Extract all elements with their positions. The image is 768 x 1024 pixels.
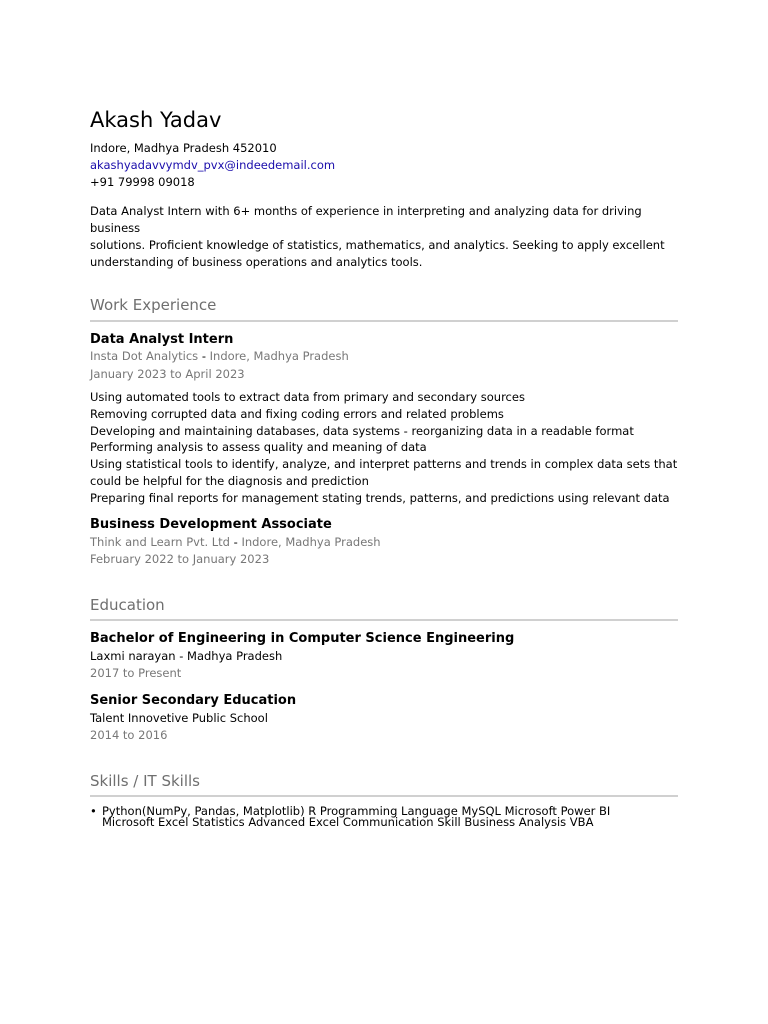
job-duties-list: [90, 389, 678, 507]
section-title-education: Education: [90, 596, 165, 614]
education-dates: 2014 to 2016: [90, 728, 168, 742]
list-item: Using automated tools to extract data from primary and secondary sources: [90, 390, 525, 404]
location-text: Indore, Madhya Pradesh 452010: [90, 141, 277, 155]
list-item: Developing and maintaining databases, data systems - reorganizing data in a readable format: [90, 423, 634, 438]
candidate-name: Akash Yadav: [90, 108, 222, 132]
list-item: Using statistical tools to identify, analyze, and interpret patterns and trends in complex data sets that could be helpful for the diagnosis and prediction: [90, 457, 678, 488]
education-school: Talent Innovetive Public School: [90, 711, 268, 725]
job-location: Indore, Madhya Pradesh: [209, 349, 349, 363]
summary-line: Data Analyst Intern with 6+ months of experience in interpreting and analyzing data for driving business: [90, 204, 642, 235]
separator: -: [198, 349, 210, 363]
skills-line: Python(NumPy, Pandas, Matplotlib) R Programming Language MySQL Microsoft Power BI: [102, 804, 611, 818]
list-item: Preparing final reports for management stating trends, patterns, and predictions using relevant data: [90, 490, 670, 505]
summary-paragraph: [90, 203, 670, 271]
job-company: Insta Dot Analytics: [90, 349, 199, 363]
education-school: Laxmi narayan - Madhya Pradesh: [90, 649, 283, 663]
section-divider: [90, 619, 678, 621]
list-item: Removing corrupted data and fixing coding errors and related problems: [90, 406, 504, 421]
section-divider: [90, 320, 678, 322]
job-dates: January 2023 to April 2023: [90, 367, 245, 381]
job-title: Data Analyst Intern: [90, 332, 234, 347]
phone-text: +91 79998 09018: [90, 175, 195, 189]
separator: -: [229, 535, 242, 549]
job-company: Think and Learn Pvt. Ltd: [90, 535, 230, 549]
job-company-line: [90, 348, 349, 365]
section-title-work: Work Experience: [90, 296, 217, 314]
job-title: Business Development Associate: [90, 517, 332, 532]
list-item: [90, 806, 678, 828]
job-dates: February 2022 to January 2023: [90, 552, 270, 566]
bullet: •: [90, 804, 97, 818]
skills-list: [90, 806, 678, 828]
summary-line: solutions. Proficient knowledge of statistics, mathematics, and analytics. Seeking to apply excellent understanding of business operations and analytics tools.: [90, 238, 665, 269]
section-divider: [90, 795, 678, 797]
email-link[interactable]: akashyadavvymdv_pvx@indeedemail.com: [90, 158, 336, 172]
list-item: Performing analysis to assess quality and meaning of data: [90, 440, 427, 455]
job-company-line: [90, 534, 381, 551]
job-location: Indore, Madhya Pradesh: [241, 535, 381, 549]
section-title-skills: Skills / IT Skills: [90, 772, 200, 790]
education-degree: Senior Secondary Education: [90, 693, 297, 708]
education-degree: Bachelor of Engineering in Computer Science Engineering: [90, 631, 515, 646]
skills-line: Microsoft Excel Statistics Advanced Excel Communication Skill Business Analysis VBA: [102, 815, 594, 829]
contact-block: [90, 140, 335, 191]
education-dates: 2017 to Present: [90, 666, 182, 680]
